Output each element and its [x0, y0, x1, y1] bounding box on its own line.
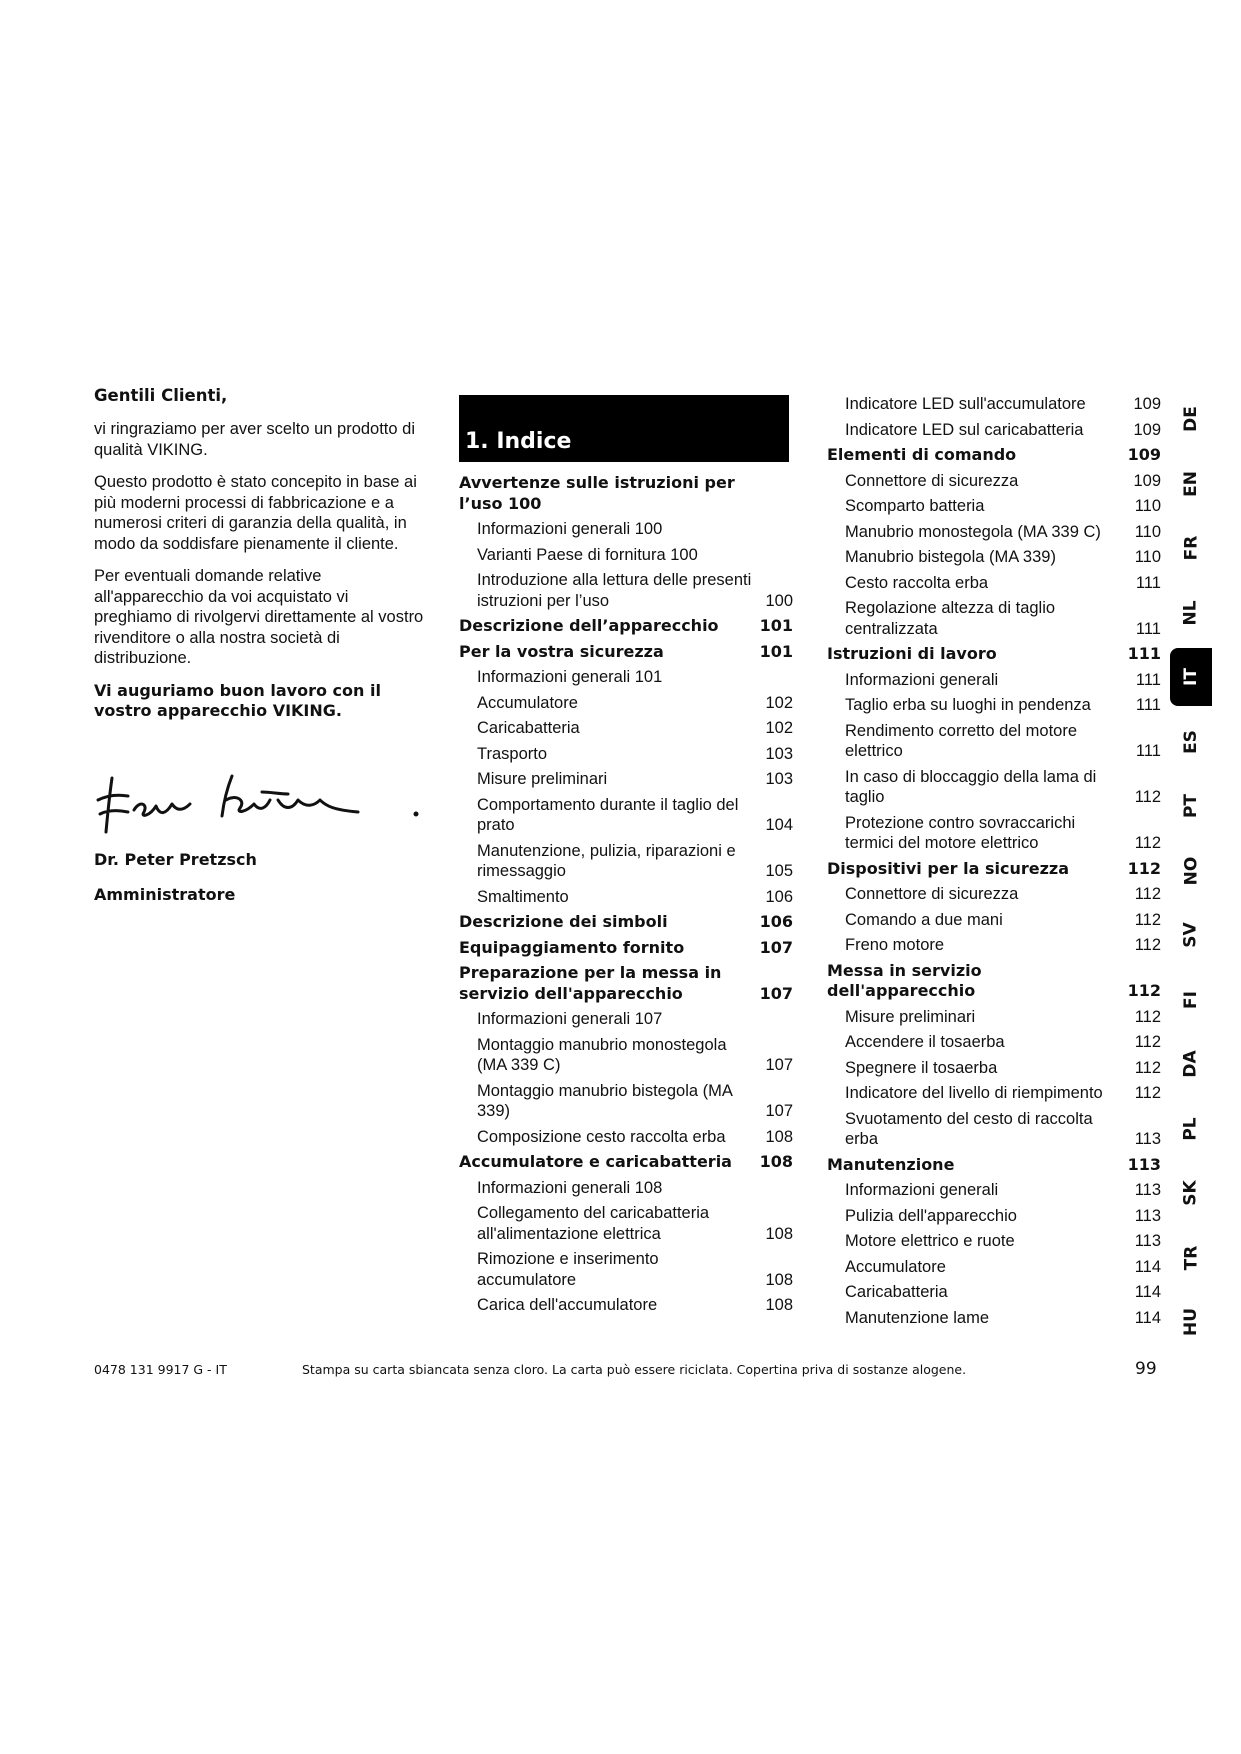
toc-entry-title: Protezione contro sovraccarichi termici del motore elettrico	[845, 813, 1076, 852]
letter-paragraph: Questo prodotto è stato concepito in base ai più moderni processi di fabbricazione e a numerosi criteri di garanzia della qualità, in modo da soddisfare pienamente il cliente.	[94, 473, 417, 553]
page-number: 99	[1135, 1359, 1157, 1379]
language-tab-label: NO	[1181, 856, 1201, 885]
language-tab-label: SV	[1181, 922, 1201, 948]
toc-subsection-entry[interactable]	[459, 667, 793, 688]
greeting: Gentili Clienti,	[94, 386, 228, 405]
toc-entry-title: Per la vostra sicurezza	[459, 641, 664, 661]
toc-section-entry[interactable]	[827, 859, 1161, 880]
toc-section-entry[interactable]	[459, 473, 793, 514]
language-tab-tr[interactable]	[1170, 1229, 1212, 1287]
toc-entry-title: Taglio erba su luoghi in pendenza	[845, 696, 1091, 714]
language-tab-label: HU	[1180, 1307, 1201, 1337]
toc-section-entry[interactable]	[827, 644, 1161, 665]
toc-subsection-entry[interactable]	[827, 884, 1161, 905]
toc-subsection-entry[interactable]	[459, 1009, 793, 1030]
language-tab-nl[interactable]	[1170, 584, 1212, 642]
toc-subsection-entry[interactable]	[827, 1257, 1161, 1278]
toc-entry-page: 112	[1134, 834, 1161, 852]
language-tab-es[interactable]	[1170, 713, 1212, 771]
toc-subsection-entry[interactable]	[459, 1203, 793, 1244]
toc-entry-page: 111	[1135, 573, 1161, 592]
language-tab-label: IT	[1180, 668, 1201, 686]
toc-subsection-entry[interactable]	[827, 935, 1161, 956]
toc-entry-page: 100	[765, 591, 793, 610]
toc-subsection-entry[interactable]	[827, 1007, 1161, 1028]
toc-entry-page: 113	[1127, 1154, 1161, 1174]
toc-entry-page: 102	[765, 693, 793, 712]
toc-subsection-entry[interactable]	[827, 721, 1161, 762]
language-tab-label: PT	[1181, 793, 1201, 819]
toc-entry-title: Informazioni generali 108	[477, 1178, 663, 1197]
language-tabs	[1170, 390, 1212, 1350]
toc-entry-page: 113	[1134, 1181, 1161, 1199]
toc-entry-page: 112	[1134, 788, 1161, 806]
toc-entry-page: 101	[759, 641, 793, 661]
toc-subsection-entry[interactable]	[827, 1109, 1161, 1150]
toc-subsection-entry[interactable]	[459, 545, 793, 566]
language-tab-pl[interactable]	[1170, 1100, 1212, 1158]
toc-entry-title: Indicatore LED sul caricabatteria	[845, 420, 1084, 439]
toc-subsection-entry[interactable]	[827, 573, 1161, 594]
language-tab-label: EN	[1181, 470, 1201, 497]
toc-subsection-entry[interactable]	[459, 795, 793, 836]
toc-entry-title: Freno motore	[845, 936, 945, 954]
toc-entry-title: Manubrio monostegola (MA 339 C)	[845, 522, 1101, 541]
toc-entry-title: Rendimento corretto del motore elettrico	[845, 721, 1078, 760]
toc-entry-title: Misure preliminari	[477, 770, 608, 788]
toc-subsection-entry[interactable]	[459, 1035, 793, 1076]
toc-entry-title: Motore elettrico e ruote	[845, 1232, 1015, 1250]
language-tab-label: DE	[1180, 406, 1201, 432]
toc-entry-title: Introduzione alla lettura delle presenti istruzioni per l’uso	[477, 571, 752, 610]
language-tab-no[interactable]	[1170, 842, 1212, 900]
toc-entry-title: Equipaggiamento fornito	[459, 937, 685, 957]
toc-entry-title: Informazioni generali	[845, 670, 999, 689]
toc-subsection-entry[interactable]	[827, 1058, 1161, 1079]
toc-entry-title: Connettore di sicurezza	[845, 471, 1019, 490]
language-tab-da[interactable]	[1170, 1035, 1212, 1093]
toc-entry-page: 112	[1134, 910, 1161, 929]
language-tab-fr[interactable]	[1170, 519, 1212, 577]
toc-subsection-entry[interactable]	[827, 813, 1161, 854]
toc-entry-title: Smaltimento	[477, 887, 569, 906]
toc-entry-title: Manutenzione	[827, 1154, 955, 1174]
language-tab-fi[interactable]	[1170, 971, 1212, 1029]
toc-entry-page: 109	[1133, 420, 1161, 439]
signer-name: Dr. Peter Pretzsch	[94, 850, 257, 869]
toc-subsection-entry[interactable]	[459, 1295, 793, 1316]
toc-entry-page: 109	[1133, 471, 1161, 490]
toc-entry-page: 113	[1134, 1130, 1161, 1148]
letter-paragraph: Per eventuali domande relative all'apparecchio da voi acquistato vi preghiamo di rivolgervi direttamente al vostro rivenditore o alla nostra società di distribuzione.	[94, 567, 424, 667]
toc-entry-page: 106	[765, 887, 793, 906]
toc-subsection-entry[interactable]	[827, 1231, 1161, 1252]
handwritten-signature	[94, 770, 424, 850]
language-tab-label: NL	[1181, 599, 1201, 626]
toc-subsection-entry[interactable]	[827, 767, 1161, 808]
toc-entry-page: 107	[765, 1056, 793, 1074]
toc-entry-page: 111	[1135, 670, 1161, 689]
toc-section-entry[interactable]	[459, 1152, 793, 1173]
toc-entry-title: Accendere il tosaerba	[845, 1033, 1005, 1051]
toc-entry-title: Rimozione e inserimento accumulatore	[477, 1250, 659, 1289]
toc-entry-title: Caricabatteria	[477, 719, 580, 737]
toc-subsection-entry[interactable]	[827, 1206, 1161, 1227]
toc-entry-page: 105	[765, 862, 793, 880]
toc-subsection-entry[interactable]	[827, 471, 1161, 492]
toc-entry-page: 110	[1134, 522, 1161, 541]
welcome-letter	[94, 386, 424, 734]
toc-section-entry[interactable]	[459, 963, 793, 1004]
toc-subsection-entry[interactable]	[459, 1178, 793, 1199]
toc-entry-title: Manutenzione lame	[845, 1308, 990, 1327]
toc-entry-page: 112	[1134, 936, 1161, 954]
language-tab-pt[interactable]	[1170, 777, 1212, 835]
language-tab-sv[interactable]	[1170, 906, 1212, 964]
toc-entry-title: Descrizione dell’apparecchio	[459, 616, 719, 635]
toc-entry-title: Dispositivi per la sicurezza	[827, 858, 1070, 878]
toc-entry-title: Manubrio bistegola (MA 339)	[845, 548, 1056, 566]
toc-entry-page: 110	[1134, 497, 1161, 515]
toc-entry-page: 112	[1134, 885, 1161, 903]
toc-entry-page: 114	[1134, 1283, 1161, 1301]
toc-subsection-entry[interactable]	[827, 496, 1161, 517]
toc-entry-page: 101	[759, 616, 793, 635]
language-tab-label: PL	[1180, 1116, 1201, 1141]
toc-section-entry[interactable]	[827, 961, 1161, 1002]
toc-column-1	[459, 473, 793, 1321]
toc-entry-title: Accumulatore	[477, 693, 578, 712]
toc-subsection-entry[interactable]	[459, 887, 793, 908]
toc-section-entry[interactable]	[459, 616, 793, 637]
toc-entry-title: Accumulatore	[845, 1257, 946, 1276]
toc-subsection-entry[interactable]	[459, 1127, 793, 1148]
toc-entry-page: 112	[1127, 981, 1161, 1000]
toc-entry-title: Comando a due mani	[845, 910, 1003, 929]
toc-entry-page: 112	[1134, 1058, 1161, 1077]
language-tab-label: TR	[1181, 1245, 1201, 1270]
toc-subsection-entry[interactable]	[459, 693, 793, 714]
letter-paragraph: vi ringraziamo per aver scelto un prodotto di qualità VIKING.	[94, 420, 415, 459]
toc-subsection-entry[interactable]	[459, 1081, 793, 1122]
toc-entry-page: 108	[765, 1296, 793, 1314]
toc-entry-page: 107	[759, 983, 793, 1003]
toc-subsection-entry[interactable]	[827, 1032, 1161, 1053]
toc-subsection-entry[interactable]	[827, 910, 1161, 931]
toc-subsection-entry[interactable]	[827, 670, 1161, 691]
language-tab-label: DA	[1181, 1050, 1201, 1078]
toc-entry-title: Composizione cesto raccolta erba	[477, 1127, 726, 1146]
language-tab-hu[interactable]	[1170, 1293, 1212, 1351]
toc-entry-page: 103	[765, 744, 793, 763]
toc-title: 1. Indice	[465, 429, 572, 454]
toc-entry-title: Indicatore LED sull'accumulatore	[845, 395, 1086, 413]
toc-entry-page: 104	[765, 816, 793, 834]
toc-entry-page: 109	[1133, 395, 1161, 413]
toc-entry-page: 110	[1134, 548, 1161, 566]
toc-entry-title: Istruzioni di lavoro	[827, 644, 997, 663]
toc-entry-title: Misure preliminari	[845, 1007, 976, 1026]
toc-entry-page: 112	[1134, 1084, 1161, 1102]
language-tab-label: SK	[1180, 1180, 1201, 1206]
toc-entry-page: 112	[1127, 858, 1161, 878]
toc-section-entry[interactable]	[459, 642, 793, 663]
toc-entry-title: Indicatore del livello di riempimento	[845, 1084, 1103, 1102]
toc-entry-page: 108	[765, 1127, 793, 1146]
toc-entry-title: Trasporto	[477, 744, 547, 763]
language-tab-it[interactable]	[1170, 648, 1212, 706]
toc-entry-page: 111	[1135, 742, 1161, 760]
toc-entry-title: In caso di bloccaggio della lama di taglio	[845, 767, 1097, 806]
toc-subsection-entry[interactable]	[459, 1249, 793, 1290]
toc-subsection-entry[interactable]	[827, 420, 1161, 441]
toc-entry-title: Informazioni generali 107	[477, 1010, 663, 1028]
language-tab-label: ES	[1180, 729, 1201, 754]
toc-column-2	[827, 394, 1161, 1333]
toc-entry-title: Regolazione altezza di taglio centralizzata	[845, 599, 1056, 638]
toc-section-entry[interactable]	[459, 938, 793, 959]
toc-entry-page: 111	[1127, 644, 1161, 663]
toc-entry-page: 113	[1134, 1232, 1161, 1250]
toc-entry-page: 107	[759, 937, 793, 957]
toc-subsection-entry[interactable]	[827, 522, 1161, 543]
toc-header	[459, 395, 789, 462]
toc-entry-page: 114	[1134, 1257, 1161, 1276]
toc-entry-title: Informazioni generali 100	[477, 520, 663, 538]
toc-entry-page: 113	[1134, 1206, 1161, 1225]
toc-entry-title: Collegamento del caricabatteria all'alimentazione elettrica	[477, 1204, 710, 1243]
toc-subsection-entry[interactable]	[827, 547, 1161, 568]
toc-entry-title: Montaggio manubrio bistegola (MA 339)	[477, 1081, 732, 1120]
toc-entry-title: Montaggio manubrio monostegola (MA 339 C)	[477, 1035, 727, 1074]
toc-entry-title: Descrizione dei simboli	[459, 912, 668, 931]
toc-section-entry[interactable]	[459, 912, 793, 933]
toc-entry-page: 103	[765, 770, 793, 788]
toc-subsection-entry[interactable]	[827, 1083, 1161, 1104]
document-code: 0478 131 9917 G - IT	[94, 1362, 227, 1377]
toc-entry-title: Carica dell'accumulatore	[477, 1296, 658, 1314]
toc-entry-page: 106	[759, 912, 793, 931]
toc-subsection-entry[interactable]	[827, 695, 1161, 716]
toc-entry-page: 111	[1135, 619, 1161, 638]
toc-entry-title: Manutenzione, pulizia, riparazioni e rimessaggio	[477, 841, 736, 880]
toc-entry-title: Comportamento durante il taglio del prato	[477, 795, 739, 834]
toc-entry-title: Varianti Paese di fornitura 100	[477, 545, 698, 564]
toc-entry-page: 112	[1134, 1007, 1161, 1026]
toc-entry-title: Cesto raccolta erba	[845, 573, 989, 592]
toc-entry-page: 114	[1134, 1308, 1161, 1327]
toc-entry-title: Preparazione per la messa in servizio dell'apparecchio	[459, 963, 722, 1003]
toc-subsection-entry[interactable]	[827, 394, 1161, 415]
language-tab-en[interactable]	[1170, 455, 1212, 513]
toc-entry-page: 107	[765, 1102, 793, 1120]
language-tab-label: FR	[1180, 535, 1201, 561]
toc-entry-title: Messa in servizio dell'apparecchio	[827, 960, 982, 1000]
toc-entry-page: 108	[765, 1270, 793, 1289]
toc-entry-title: Scomparto batteria	[845, 497, 985, 515]
toc-subsection-entry[interactable]	[827, 1308, 1161, 1329]
toc-entry-title: Informazioni generali	[845, 1181, 999, 1199]
toc-entry-page: 108	[765, 1224, 793, 1243]
toc-subsection-entry[interactable]	[459, 744, 793, 765]
toc-subsection-entry[interactable]	[827, 1180, 1161, 1201]
toc-entry-page: 102	[765, 719, 793, 737]
signer-title: Amministratore	[94, 885, 236, 904]
toc-entry-title: Spegnere il tosaerba	[845, 1058, 998, 1077]
print-note: Stampa su carta sbiancata senza cloro. La carta può essere riciclata. Copertina priva di sostanze alogene.	[302, 1362, 967, 1377]
toc-entry-page: 111	[1135, 696, 1161, 714]
toc-entry-title: Pulizia dell'apparecchio	[845, 1206, 1017, 1225]
toc-entry-title: Elementi di comando	[827, 445, 1017, 464]
toc-entry-page: 108	[759, 1152, 793, 1171]
toc-entry-title: Avvertenze sulle istruzioni per l’uso 100	[459, 473, 735, 513]
language-tab-de[interactable]	[1170, 390, 1212, 448]
toc-subsection-entry[interactable]	[459, 570, 793, 611]
toc-subsection-entry[interactable]	[459, 718, 793, 739]
language-tab-label: FI	[1180, 990, 1201, 1009]
toc-entry-title: Caricabatteria	[845, 1283, 948, 1301]
toc-section-entry[interactable]	[827, 1155, 1161, 1176]
toc-subsection-entry[interactable]	[827, 598, 1161, 639]
toc-subsection-entry[interactable]	[827, 1282, 1161, 1303]
toc-entry-page: 109	[1127, 445, 1161, 464]
toc-subsection-entry[interactable]	[459, 769, 793, 790]
toc-subsection-entry[interactable]	[459, 841, 793, 882]
toc-entry-title: Accumulatore e caricabatteria	[459, 1152, 732, 1171]
language-tab-sk[interactable]	[1170, 1164, 1212, 1222]
toc-subsection-entry[interactable]	[459, 519, 793, 540]
toc-entry-title: Informazioni generali 101	[477, 668, 663, 686]
toc-entry-title: Svuotamento del cesto di raccolta erba	[845, 1109, 1093, 1148]
toc-section-entry[interactable]	[827, 445, 1161, 466]
letter-closing: Vi auguriamo buon lavoro con il vostro apparecchio VIKING.	[94, 680, 381, 720]
toc-entry-title: Connettore di sicurezza	[845, 885, 1019, 903]
toc-entry-page: 112	[1134, 1033, 1161, 1051]
